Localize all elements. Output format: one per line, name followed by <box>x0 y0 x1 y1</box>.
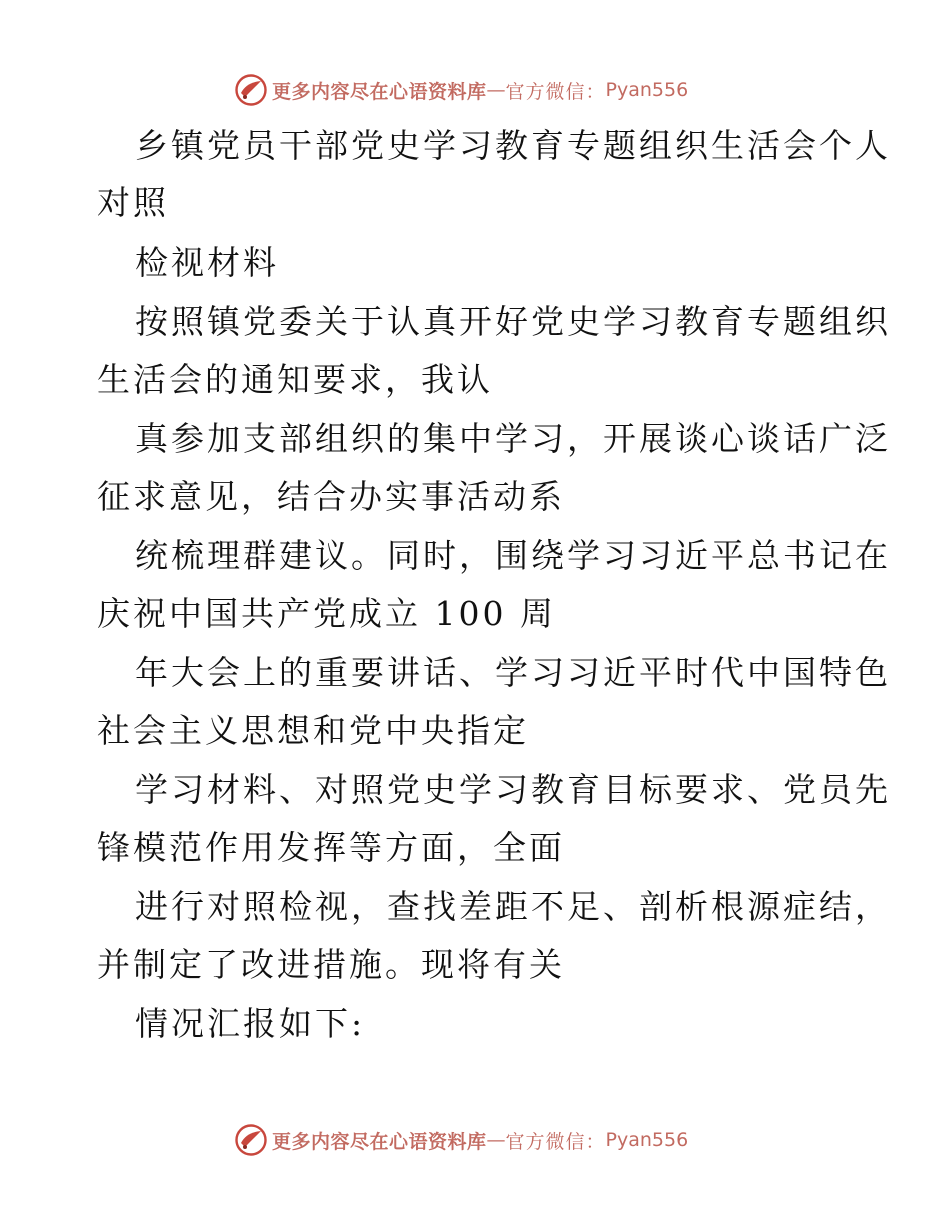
seal-logo-icon <box>234 73 268 107</box>
body-line: 按照镇党委关于认真开好党史学习教育专题组织 <box>135 302 891 341</box>
body-line: 学习材料、对照党史学习教育目标要求、党员先 <box>135 770 891 809</box>
document-title-line-2: 对照 <box>97 183 169 222</box>
watermark-contact-label: 官方微信： <box>505 1130 606 1153</box>
watermark-separator: — <box>486 1129 504 1151</box>
document-title-line-3: 检视材料 <box>135 243 279 282</box>
body-line: 社会主义思想和党中央指定 <box>97 711 529 750</box>
body-line: 情况汇报如下: <box>135 1004 366 1043</box>
body-line: 真参加支部组织的集中学习，开展谈心谈话广泛 <box>135 419 891 458</box>
watermark-contact-id: Pyan556 <box>605 1129 689 1151</box>
watermark-text: 更多内容尽在心语资料库 <box>272 80 487 103</box>
body-line: 庆祝中国共产党成立 100 周 <box>97 594 556 633</box>
watermark-contact-id: Pyan556 <box>605 79 689 101</box>
footer-watermark <box>234 1120 688 1160</box>
watermark-text: 更多内容尽在心语资料库 <box>272 1130 487 1153</box>
body-line: 生活会的通知要求，我认 <box>97 360 493 399</box>
seal-logo-icon <box>234 1123 268 1157</box>
body-line: 征求意见，结合办实事活动系 <box>97 477 565 516</box>
header-watermark <box>234 70 688 110</box>
body-line: 进行对照检视，查找差距不足、剖析根源症结， <box>135 887 891 926</box>
body-line: 统梳理群建议。同时，围绕学习习近平总书记在 <box>135 536 891 575</box>
document-title-line-1: 乡镇党员干部党史学习教育专题组织生活会个人 <box>135 126 891 165</box>
body-line: 锋模范作用发挥等方面，全面 <box>97 828 565 867</box>
body-line: 年大会上的重要讲话、学习习近平时代中国特色 <box>135 653 891 692</box>
watermark-contact-label: 官方微信： <box>505 80 606 103</box>
watermark-separator: — <box>486 79 504 101</box>
body-line: 并制定了改进措施。现将有关 <box>97 945 565 984</box>
